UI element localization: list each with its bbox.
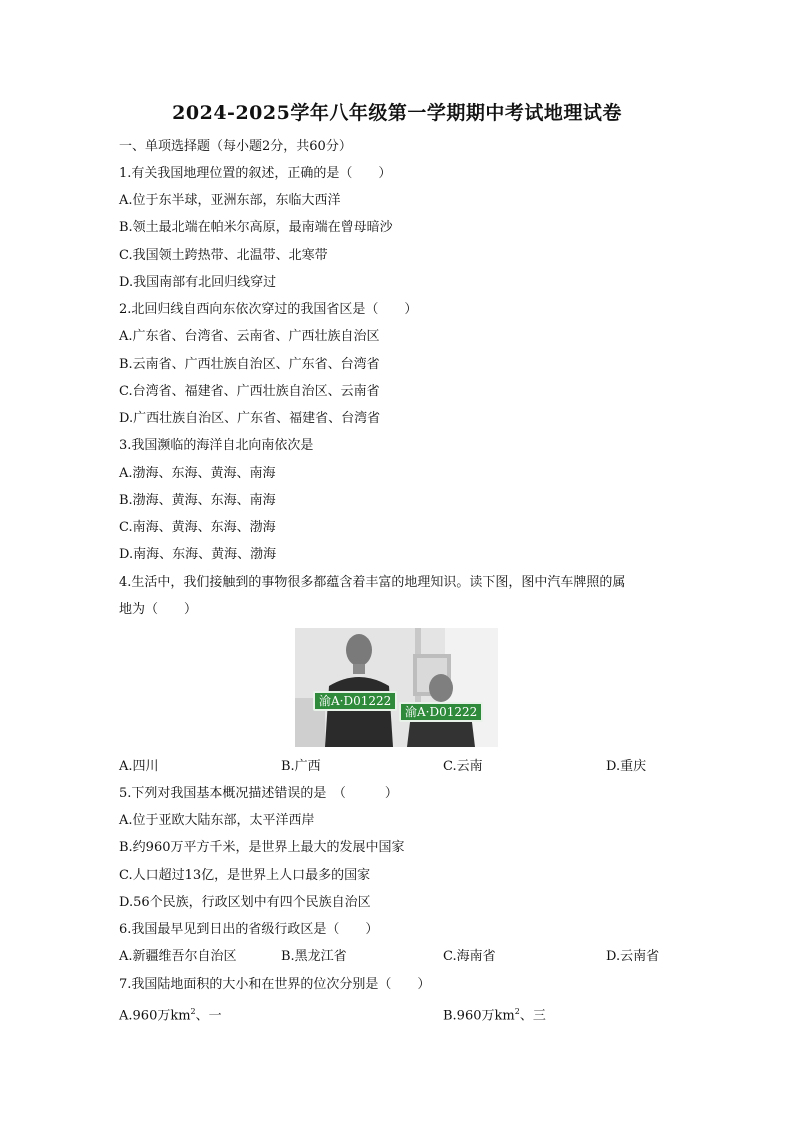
question-4-stem-line-1: 4.生活中，我们接触到的事物很多都蕴含着丰富的地理知识。读下图，图中汽车牌照的属 bbox=[119, 575, 626, 590]
question-7-stem: 7.我国陆地面积的大小和在世界的位次分别是（ ） bbox=[119, 977, 431, 992]
question-1-option-b: B.领土最北端在帕米尔高原，最南端在曾母暗沙 bbox=[119, 220, 393, 235]
question-1-stem: 1.有关我国地理位置的叙述，正确的是（ ） bbox=[119, 166, 392, 181]
section-heading: 一、单项选择题（每小题2分，共60分） bbox=[119, 139, 352, 154]
question-2-option-b: B.云南省、广西壮族自治区、广东省、台湾省 bbox=[119, 357, 380, 372]
license-plate-2: 渝A·D01222 bbox=[399, 702, 483, 722]
question-5-option-a: A.位于亚欧大陆东部，太平洋西岸 bbox=[119, 813, 315, 828]
question-2-option-c: C.台湾省、福建省、广西壮族自治区、云南省 bbox=[119, 384, 380, 399]
question-3-stem: 3.我国濒临的海洋自北向南依次是 bbox=[119, 438, 314, 453]
question-4-option-a: A.四川 bbox=[119, 759, 159, 774]
question-6-option-d: D.云南省 bbox=[606, 949, 660, 964]
question-5-option-c: C.人口超过13亿，是世界上人口最多的国家 bbox=[119, 868, 371, 883]
question-7-option-a bbox=[119, 1004, 222, 1024]
page-title: 2024-2025学年八年级第一学期期中考试地理试卷 bbox=[172, 102, 622, 124]
superscript: 2 bbox=[190, 1007, 196, 1016]
question-6-option-b: B.黑龙江省 bbox=[281, 949, 347, 964]
question-3-option-b: B.渤海、黄海、东海、南海 bbox=[119, 493, 276, 508]
question-3-option-c: C.南海、黄海、东海、渤海 bbox=[119, 520, 276, 535]
question-6-option-a: A.新疆维吾尔自治区 bbox=[119, 949, 237, 964]
question-7-option-b bbox=[443, 1004, 546, 1024]
question-7-option-a-rank: 、一 bbox=[195, 1008, 222, 1024]
question-5-option-d: D.56个民族，行政区划中有四个民族自治区 bbox=[119, 895, 371, 910]
question-7-option-b-rank: 、三 bbox=[519, 1008, 546, 1024]
question-3-option-a: A.渤海、东海、黄海、南海 bbox=[119, 466, 276, 481]
license-plate-photo bbox=[295, 628, 498, 747]
question-2-option-d: D.广西壮族自治区、广东省、福建省、台湾省 bbox=[119, 411, 381, 426]
question-1-option-a: A.位于东半球，亚洲东部，东临大西洋 bbox=[119, 193, 341, 208]
superscript: 2 bbox=[514, 1007, 520, 1016]
question-5-option-b: B.约960万平方千米，是世界上最大的发展中国家 bbox=[119, 840, 405, 855]
question-2-option-a: A.广东省、台湾省、云南省、广西壮族自治区 bbox=[119, 329, 380, 344]
question-1-option-d: D.我国南部有北回归线穿过 bbox=[119, 275, 277, 290]
question-4-option-c: C.云南 bbox=[443, 759, 483, 774]
question-3-option-d: D.南海、东海、黄海、渤海 bbox=[119, 547, 277, 562]
photo-illustration bbox=[295, 628, 498, 747]
question-4-option-b: B.广西 bbox=[281, 759, 321, 774]
question-2-stem: 2.北回归线自西向东依次穿过的我国省区是（ ） bbox=[119, 302, 418, 317]
question-6-option-c: C.海南省 bbox=[443, 949, 496, 964]
question-7-option-b-text: B.960万km bbox=[443, 1008, 515, 1024]
license-plate-1: 渝A·D01222 bbox=[313, 691, 397, 711]
question-7-option-a-text: A.960万km bbox=[119, 1008, 191, 1024]
question-4-stem-line-2: 地为（ ） bbox=[119, 602, 198, 617]
question-5-stem: 5.下列对我国基本概况描述错误的是 （ ） bbox=[119, 786, 398, 801]
question-4-option-d: D.重庆 bbox=[606, 759, 647, 774]
question-6-stem: 6.我国最早见到日出的省级行政区是（ ） bbox=[119, 922, 379, 937]
question-1-option-c: C.我国领土跨热带、北温带、北寒带 bbox=[119, 248, 328, 263]
